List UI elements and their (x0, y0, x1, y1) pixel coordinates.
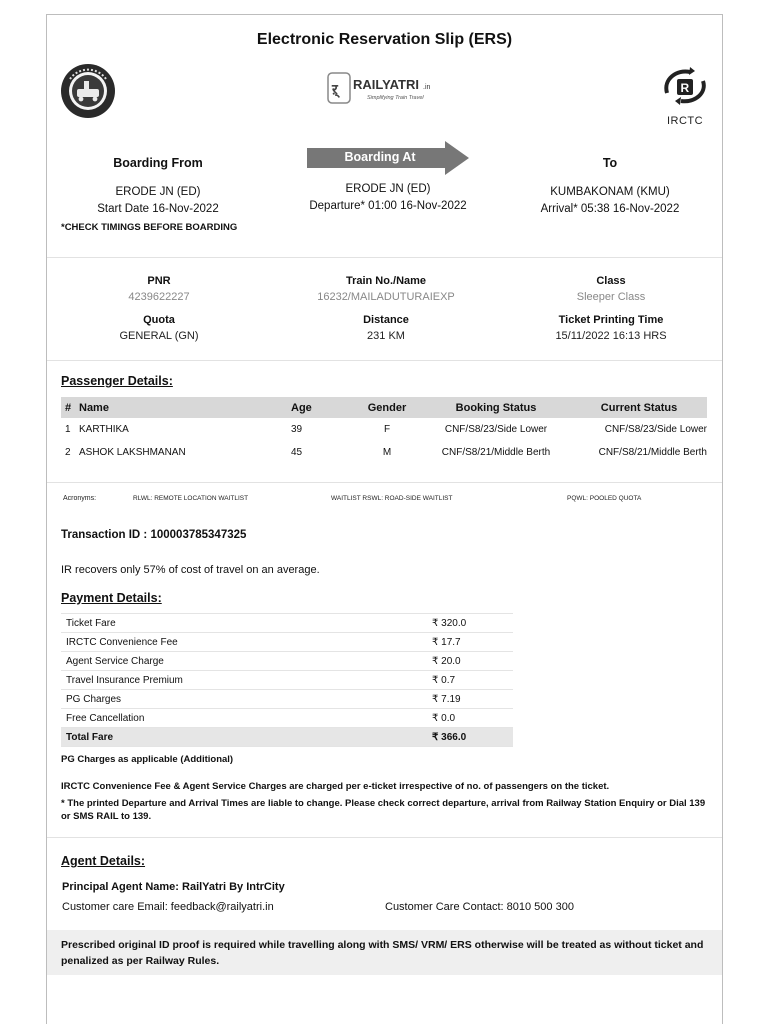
boarding-at-block (290, 181, 486, 215)
passenger-booking-status: CNF/S8/23/Side Lower (444, 424, 548, 435)
payment-table (61, 613, 513, 747)
passenger-gender: F (383, 424, 391, 435)
payment-details-heading: Payment Details: (61, 591, 162, 605)
col-header-gender: Gender (353, 397, 421, 418)
payment-label: IRCTC Convenience Fee (61, 633, 427, 652)
railyatri-suffix-text: .in (423, 84, 431, 91)
train-value: 16232/MAILADUTURAIEXP (317, 291, 455, 303)
railyatri-logo (327, 67, 439, 111)
payment-row (61, 671, 513, 690)
divider (47, 257, 722, 258)
irctc-label: IRCTC (666, 115, 704, 127)
irctc-emblem-icon (657, 63, 713, 109)
transaction-id: Transaction ID : 100003785347325 (61, 529, 247, 541)
distance-label: Distance (363, 314, 409, 326)
payment-row (61, 633, 513, 652)
col-header-current-status: Current Status (571, 397, 707, 418)
total-fare-label: Total Fare (61, 728, 427, 747)
printed-times-note: * The printed Departure and Arrival Times are liable to change. Please check correct departure, arrival from Railway Station Enquiry or Dial 139 or SMS RAIL to 139. (61, 798, 706, 822)
quota-value: GENERAL (GN) (119, 330, 199, 342)
railyatri-brand-text: RAILYATRI (353, 77, 419, 92)
acronym-rlwl: RLWL: REMOTE LOCATION WAITLIST (133, 495, 249, 502)
payment-row (61, 690, 513, 709)
passenger-num: 1 (65, 424, 71, 435)
acronyms-label: Acronyms: (63, 495, 97, 502)
pnr-label: PNR (147, 275, 171, 287)
payment-label: Free Cancellation (61, 709, 427, 728)
payment-amount: ₹ 0.0 (427, 709, 513, 728)
passenger-gender: M (382, 447, 392, 458)
to-header: To (602, 156, 618, 170)
quota-block (71, 312, 247, 344)
payment-label: Travel Insurance Premium (61, 671, 427, 690)
payment-label: Ticket Fare (61, 614, 427, 633)
boarding-at-header: Boarding At (344, 150, 416, 164)
distance-block (279, 312, 493, 344)
convenience-fee-note: IRCTC Convenience Fee & Agent Service Charges are charged per e-ticket irrespective of no. of passengers on the ticket. (61, 781, 610, 792)
passenger-row (61, 441, 707, 464)
train-block (279, 273, 493, 305)
payment-amount: ₹ 17.7 (427, 633, 513, 652)
divider (47, 482, 722, 483)
boarding-at-station: ERODE JN (ED) (345, 183, 431, 195)
boarding-at-departure: Departure* 01:00 16-Nov-2022 (309, 200, 467, 212)
payment-row (61, 614, 513, 633)
boarding-from-header: Boarding From (113, 156, 203, 170)
passenger-name: ASHOK LAKSHMANAN (79, 447, 186, 458)
customer-care-contact: Customer Care Contact: 8010 500 300 (385, 901, 574, 913)
ers-slip (46, 14, 723, 1024)
passenger-current-status: CNF/S8/23/Side Lower (604, 424, 707, 435)
svg-text:ऱ्: ऱ् (332, 83, 338, 98)
distance-value: 231 KM (367, 330, 405, 342)
payment-row (61, 709, 513, 728)
passenger-num: 2 (65, 447, 71, 458)
svg-text:R: R (680, 81, 690, 95)
passenger-table-header (61, 397, 707, 418)
payment-amount: ₹ 20.0 (427, 652, 513, 671)
railyatri-tagline: Simplifying Train Travel (367, 95, 424, 101)
quota-label: Quota (143, 314, 175, 326)
class-block (531, 273, 691, 305)
col-header-age: Age (291, 397, 353, 418)
passenger-table (61, 397, 707, 464)
payment-total-row (61, 728, 513, 747)
passenger-name: KARTHIKA (79, 424, 129, 435)
irctc-logo (657, 63, 713, 127)
pnr-block (71, 273, 247, 305)
passenger-current-status: CNF/S8/21/Middle Berth (598, 447, 707, 458)
acronym-pqwl: PQWL: POOLED QUOTA (567, 495, 642, 502)
customer-care-email: Customer care Email: feedback@railyatri.in (62, 901, 274, 913)
printing-time-value: 15/11/2022 16:13 HRS (555, 330, 667, 342)
pg-charges-note: PG Charges as applicable (Additional) (61, 754, 234, 765)
to-station: KUMBAKONAM (KMU) (550, 186, 670, 198)
train-label: Train No./Name (345, 275, 427, 287)
printing-time-label: Ticket Printing Time (558, 314, 664, 326)
payment-row (61, 652, 513, 671)
pnr-value: 4239622227 (128, 291, 190, 303)
payment-amount: ₹ 0.7 (427, 671, 513, 690)
class-value: Sleeper Class (576, 291, 646, 303)
passenger-row (61, 418, 707, 441)
passenger-booking-status: CNF/S8/21/Middle Berth (441, 447, 551, 458)
check-timings-note: *CHECK TIMINGS BEFORE BOARDING (61, 222, 238, 233)
passenger-age: 45 (291, 447, 303, 458)
id-proof-notice: Prescribed original ID proof is required while travelling along with SMS/ VRM/ ERS otherwise will be treated as without ticket and penalized as per Railway Rules. (47, 930, 722, 975)
col-header-booking-status: Booking Status (421, 397, 571, 418)
passenger-details-heading: Passenger Details: (61, 374, 173, 388)
divider (47, 360, 722, 361)
to-block (519, 155, 701, 218)
payment-amount: ₹ 7.19 (427, 690, 513, 709)
slip-title: Electronic Reservation Slip (ERS) (256, 31, 513, 48)
boarding-from-date: Start Date 16-Nov-2022 (97, 203, 219, 215)
payment-label: Agent Service Charge (61, 652, 427, 671)
payment-label: PG Charges (61, 690, 427, 709)
printing-time-block (531, 312, 691, 344)
to-arrival: Arrival* 05:38 16-Nov-2022 (540, 203, 680, 215)
boarding-from-block (83, 155, 233, 218)
boarding-from-station: ERODE JN (ED) (115, 186, 201, 198)
indian-railways-logo (60, 63, 116, 119)
ir-recovers-note: IR recovers only 57% of cost of travel on an average. (61, 564, 320, 576)
class-label: Class (596, 275, 626, 287)
total-fare-amount: ₹ 366.0 (427, 728, 513, 747)
agent-details-heading: Agent Details: (61, 854, 146, 868)
principal-agent-name: Principal Agent Name: RailYatri By IntrCity (62, 881, 285, 893)
divider (47, 837, 722, 838)
passenger-age: 39 (291, 424, 303, 435)
payment-amount: ₹ 320.0 (427, 614, 513, 633)
acronym-rswl: WAITLIST RSWL: ROAD-SIDE WAITLIST (331, 495, 453, 502)
col-header-name: Name (79, 397, 291, 418)
col-header-num: # (61, 397, 79, 418)
